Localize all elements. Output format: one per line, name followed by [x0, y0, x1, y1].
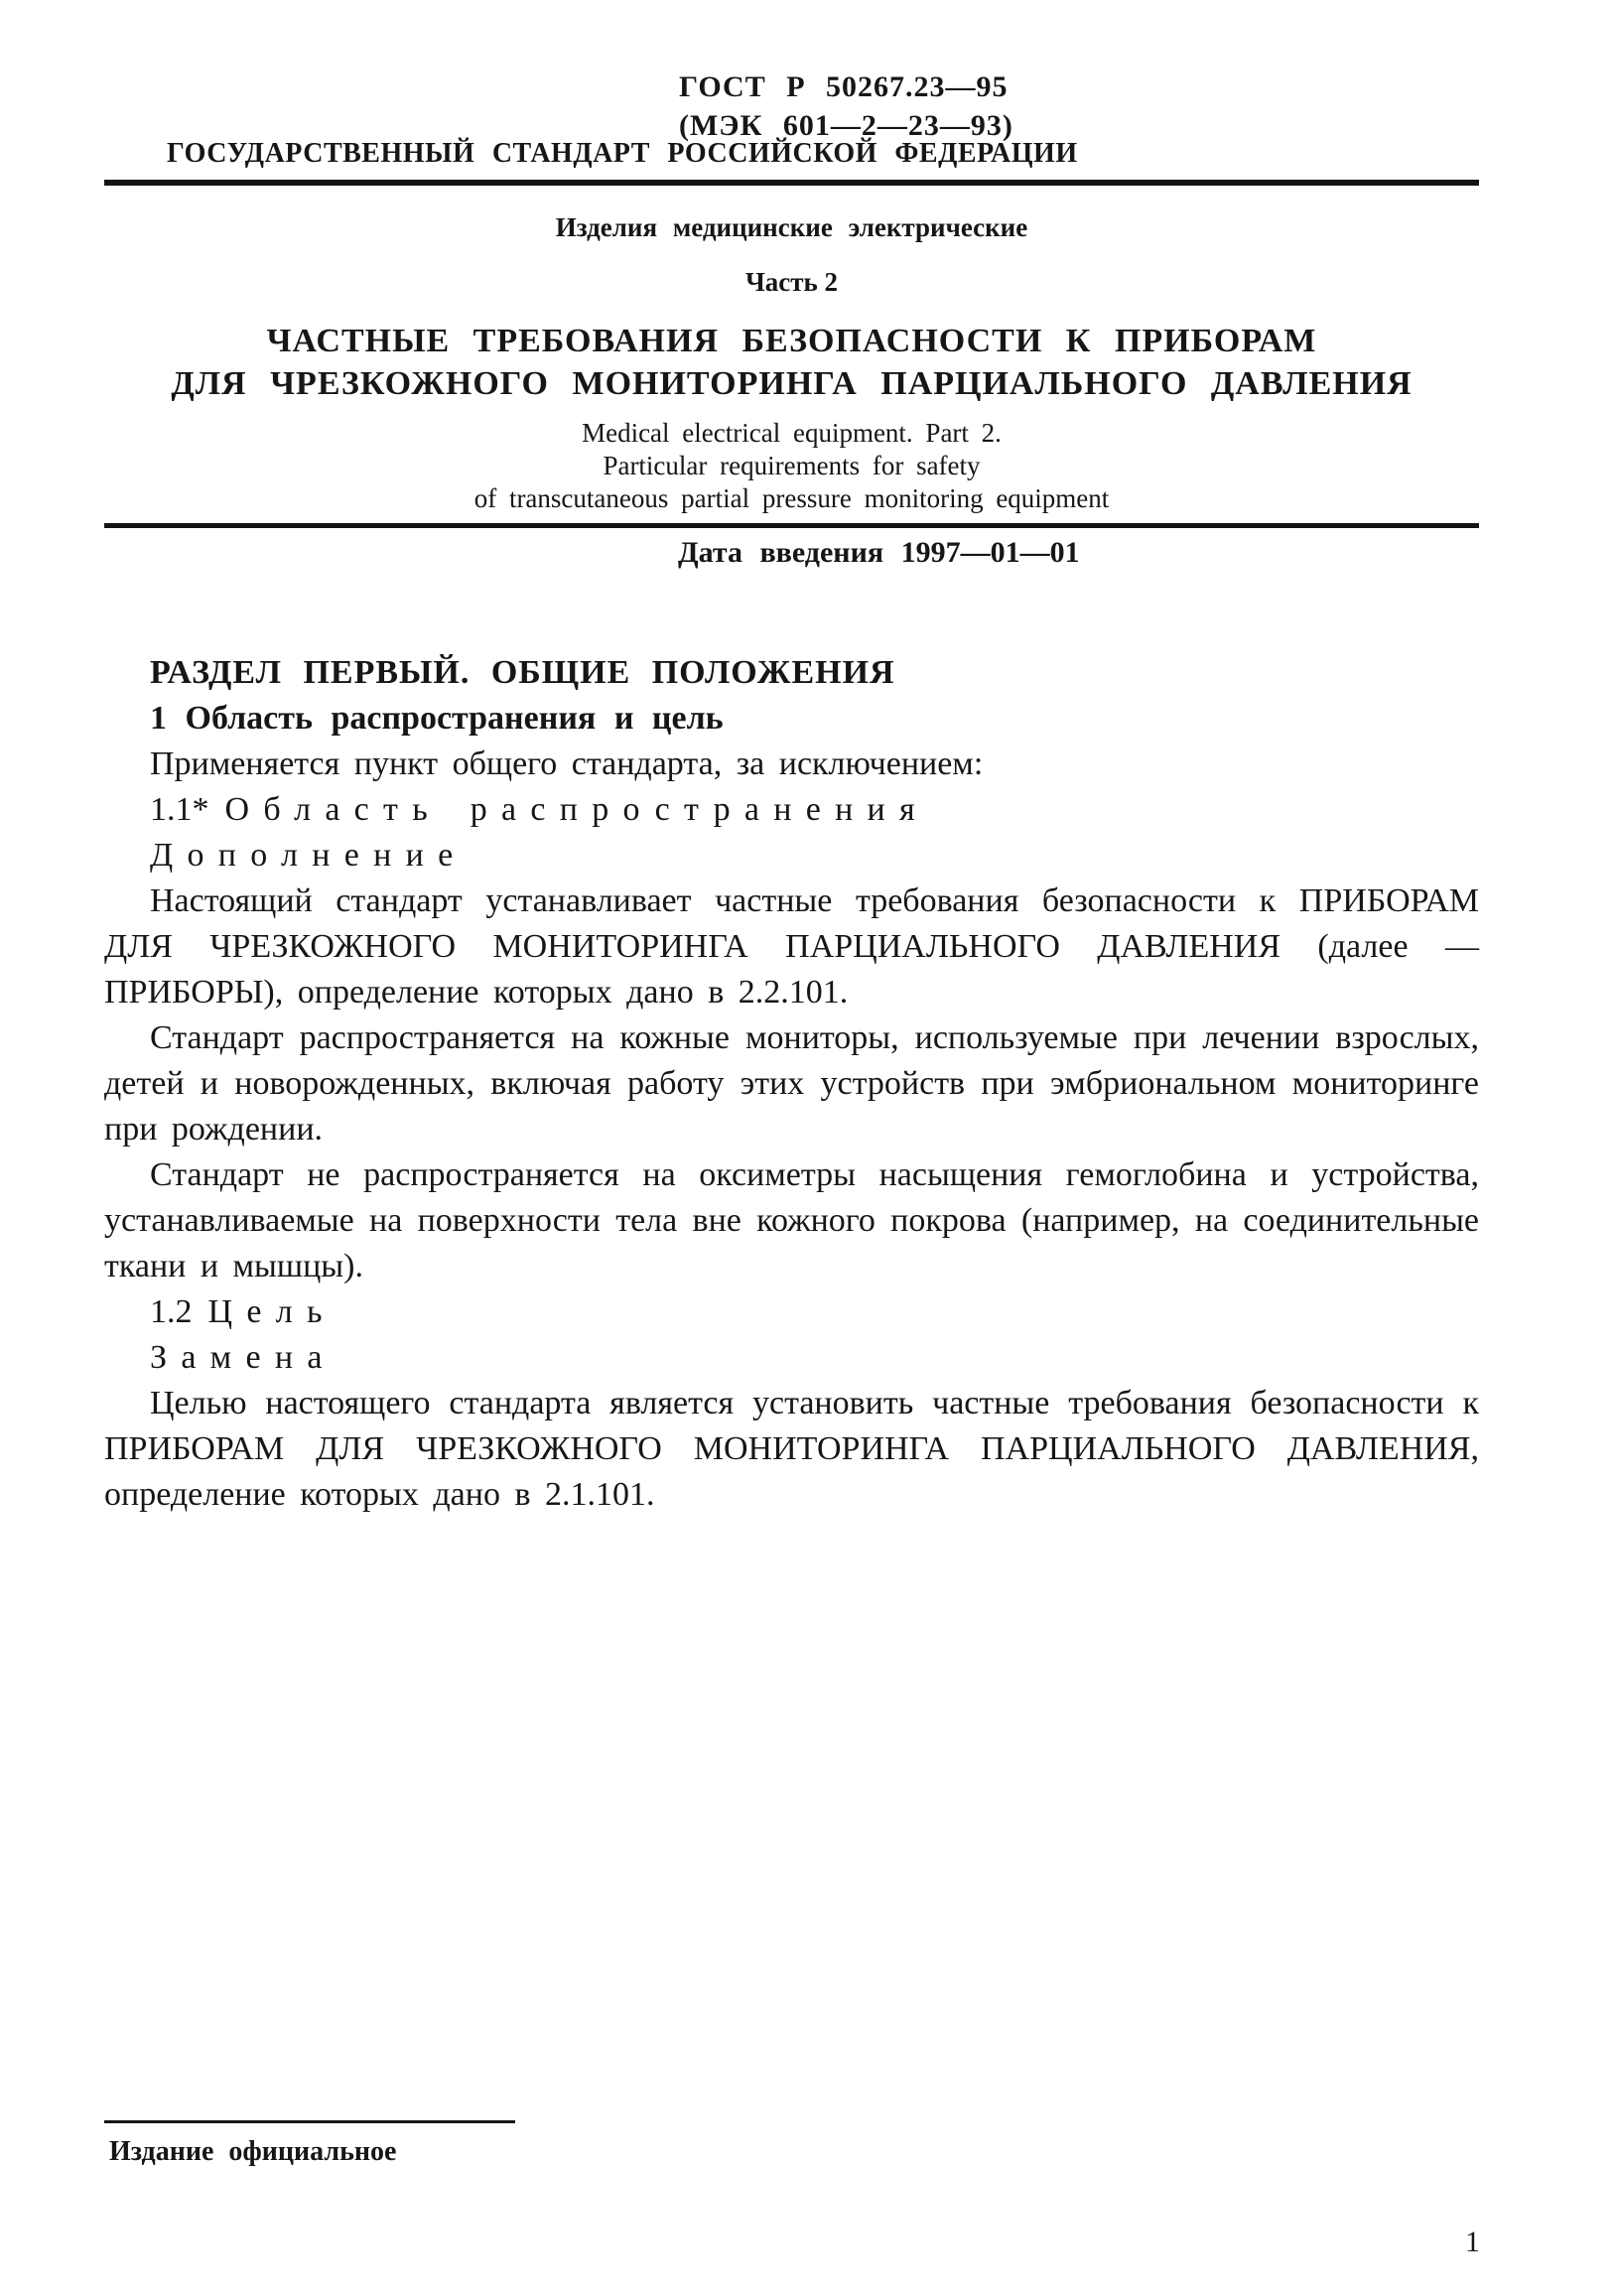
title-en-line1: Medical electrical equipment. Part 2. [582, 418, 1002, 448]
paragraph-scope-3: Стандарт не распространяется на оксиметры насыщения гемоглобина и устройства, устанавливаемые на поверхности тела вне кожного покрова (например, на соединительные ткани и мышцы). [104, 1156, 1479, 1284]
subclause-1-1-number: 1.1* [150, 791, 209, 828]
subclause-1-2-label-line [104, 1335, 1479, 1381]
subclause-1-1-label-line [104, 833, 1479, 878]
subclause-1-1-line [104, 787, 1479, 833]
paragraph-scope-2: Стандарт распространяется на кожные мониторы, используемые при лечении взрослых, детей и новорожденных, включая работу этих устройств при эмбриональном мониторинге при рождении. [104, 1019, 1479, 1148]
subclause-1-1-label: Дополнение [150, 837, 468, 874]
title-en-line3: of transcutaneous partial pressure monitoring equipment [473, 483, 1110, 513]
document-title-en [104, 417, 1479, 515]
edition-note: Издание официальное [109, 2136, 397, 2167]
subclause-1-2-line [104, 1289, 1479, 1335]
subclause-1-2-label: Замена [150, 1339, 337, 1376]
gov-standard-title: ГОСУДАРСТВЕННЫЙ СТАНДАРТ РОССИЙСКОЙ ФЕДЕРАЦИИ [167, 138, 1078, 169]
paragraph-purpose: Целью настоящего стандарта является установить частные требования безопасности к ПРИБОРАМ ДЛЯ ЧРЕЗКОЖНОГО МОНИТОРИНГА ПАРЦИАЛЬНОГО ДАВЛЕНИЯ, определение которых дано в 2.1.101. [104, 1385, 1479, 1513]
title-ru-line1: ЧАСТНЫЕ ТРЕБОВАНИЯ БЕЗОПАСНОСТИ К ПРИБОРАМ [266, 323, 1317, 359]
title-block [104, 210, 1479, 515]
clause-1-intro: Применяется пункт общего стандарта, за исключением: [150, 745, 984, 782]
footer-divider [104, 2120, 515, 2123]
subclause-1-1-title: Область распространения [224, 791, 929, 828]
subclause-1-2-number: 1.2 [150, 1293, 193, 1330]
doc-number-block [679, 68, 1013, 145]
title-ru-line2: ДЛЯ ЧРЕЗКОЖНОГО МОНИТОРИНГА ПАРЦИАЛЬНОГО ДАВЛЕНИЯ [171, 365, 1413, 402]
effective-date: Дата введения 1997—01—01 [678, 536, 1080, 569]
doc-number-line2: (МЭК 601—2—23—93) [679, 109, 1013, 142]
section-heading: РАЗДЕЛ ПЕРВЫЙ. ОБЩИЕ ПОЛОЖЕНИЯ [150, 654, 895, 691]
document-title-ru [104, 320, 1479, 405]
mid-divider [104, 523, 1479, 528]
doc-number-line1: ГОСТ Р 50267.23—95 [679, 70, 1009, 103]
clause-1-heading: 1 Область распространения и цель [150, 700, 724, 737]
paragraph-scope-1: Настоящий стандарт устанавливает частные требования безопасности к ПРИБОРАМ ДЛЯ ЧРЕЗКОЖНОГО МОНИТОРИНГА ПАРЦИАЛЬНОГО ДАВЛЕНИЯ (далее — ПРИБОРЫ), определение которых дано в 2.2.101. [104, 882, 1479, 1011]
top-divider [104, 180, 1479, 186]
title-en-line2: Particular requirements for safety [603, 451, 981, 480]
part-line: Часть 2 [744, 267, 839, 297]
subclause-1-2-title: Цель [207, 1293, 337, 1330]
page-number: 1 [1465, 2226, 1480, 2258]
document-body [104, 650, 1479, 1518]
subject-line: Изделия медицинские электрические [555, 212, 1028, 242]
